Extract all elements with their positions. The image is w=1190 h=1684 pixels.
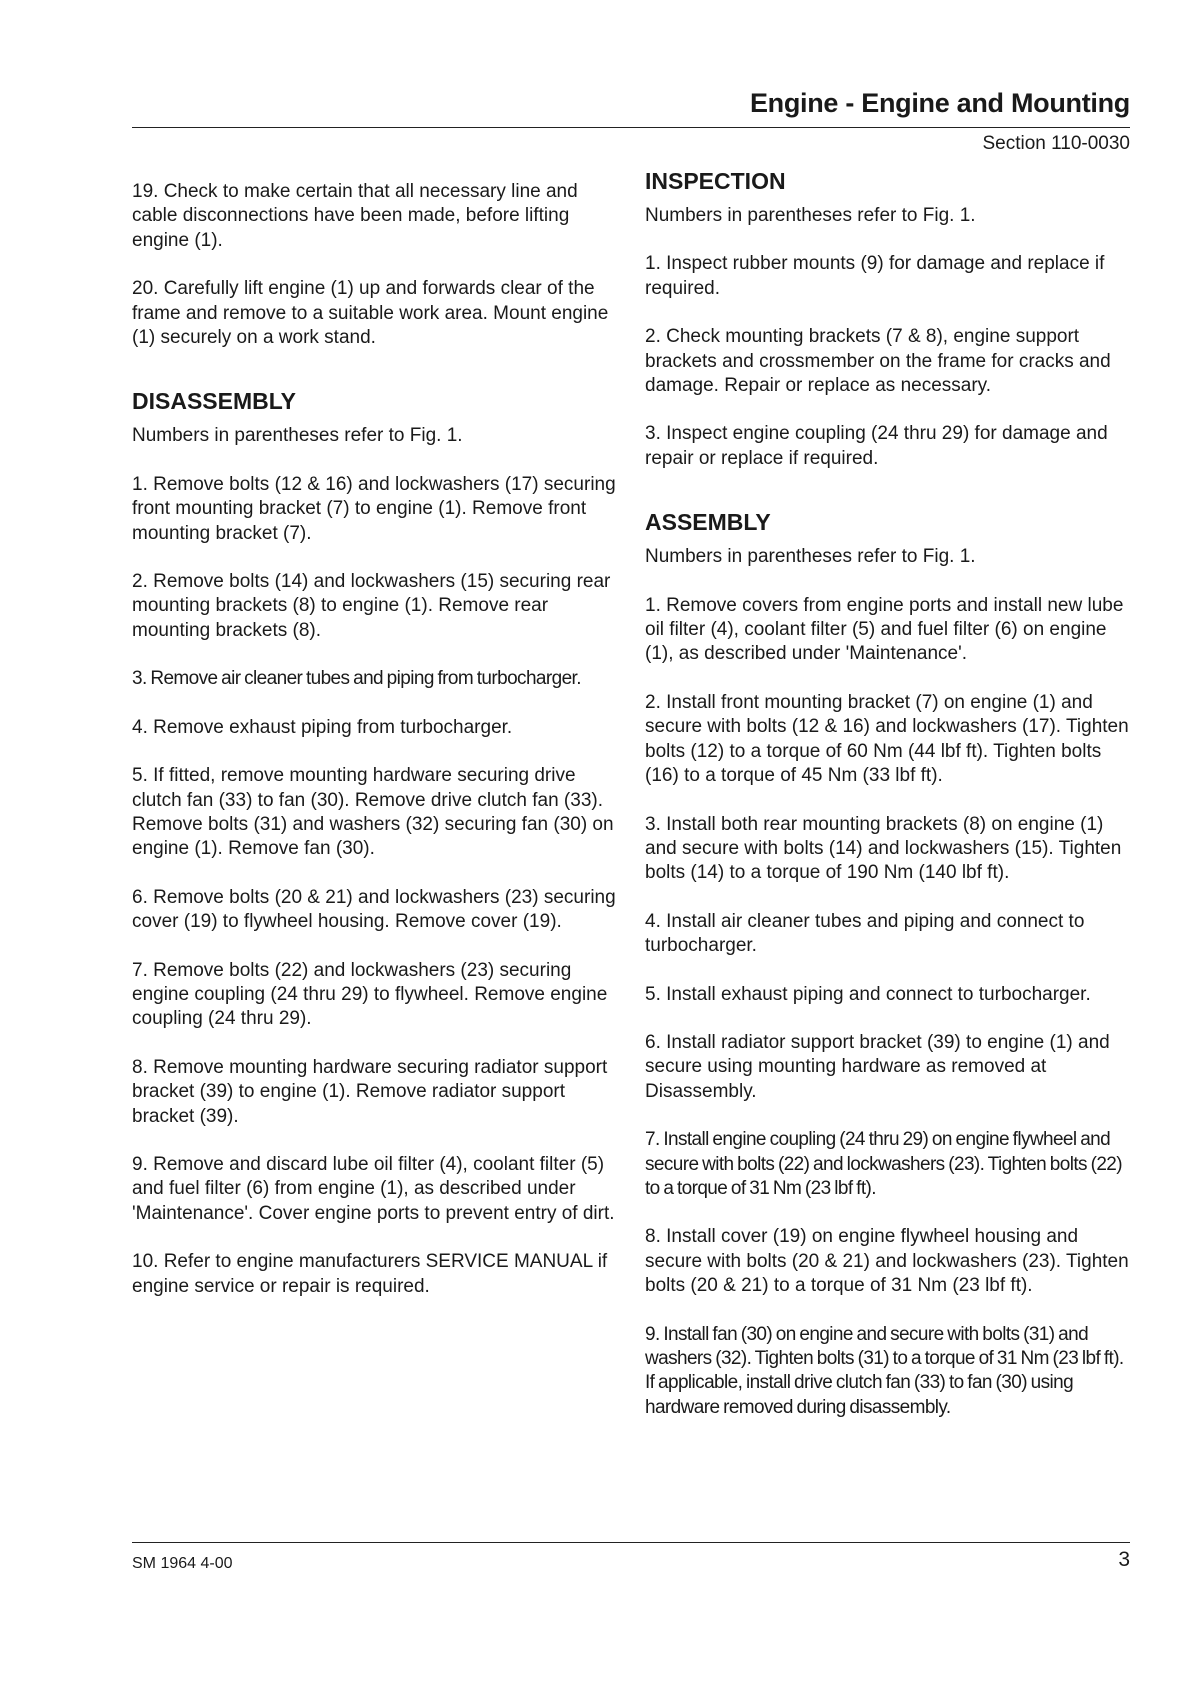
figure-reference-note: Numbers in parentheses refer to Fig. 1. <box>132 425 463 447</box>
disassembly-step: 2. Remove bolts (14) and lockwashers (15) securing rear mounting brackets (8) to engine (1). Remove rear mounting brackets (8). <box>132 571 611 641</box>
disassembly-step: 7. Remove bolts (22) and lockwashers (23) securing engine coupling (24 thru 29) to flywheel. Remove engine coupling (24 thru 29). <box>132 959 608 1030</box>
figure-reference-note: Numbers in parentheses refer to Fig. 1. <box>645 546 976 568</box>
disassembly-step: 4. Remove exhaust piping from turbocharger. <box>132 716 513 738</box>
footer-divider <box>132 1542 1130 1543</box>
inspection-heading: INSPECTION <box>645 168 786 194</box>
assembly-step: 5. Install exhaust piping and connect to turbocharger. <box>645 983 1091 1005</box>
disassembly-step: 10. Refer to engine manufacturers SERVICE MANUAL if engine service or repair is required. <box>132 1251 608 1297</box>
assembly-step: 4. Install air cleaner tubes and piping and connect to turbocharger. <box>645 910 1085 957</box>
disassembly-step: 9. Remove and discard lube oil filter (4), coolant filter (5) and fuel filter (6) from engine (1), as described under 'Maintenance'. Cover engine ports to prevent entry of dirt. <box>132 1153 615 1224</box>
assembly-step: 3. Install both rear mounting brackets (8) on engine (1) and secure with bolts (14) and lockwashers (15). Tighten bolts (14) to a torque of 190 Nm (140 lbf ft). <box>645 813 1122 884</box>
header-divider <box>132 127 1130 128</box>
figure-reference-note: Numbers in parentheses refer to Fig. 1. <box>645 205 976 226</box>
document-code: SM 1964 4-00 <box>132 1555 233 1572</box>
assembly-step: 7. Install engine coupling (24 thru 29) on engine flywheel and secure with bolts (22) and lockwashers (23). Tighten bolts (22) to a torque of 31 Nm (23 lbf ft). <box>645 1129 1122 1199</box>
disassembly-step: 1. Remove bolts (12 & 16) and lockwashers (17) securing front mounting bracket (7) to engine (1). Remove front mounting bracket (7). <box>132 473 616 544</box>
assembly-step: 1. Remove covers from engine ports and install new lube oil filter (4), coolant filter (5) and fuel filter (6) on engine (1), as described under 'Maintenance'. <box>645 594 1124 665</box>
inspection-step: 2. Check mounting brackets (7 & 8), engine support brackets and crossmember on the frame for cracks and damage. Repair or replace as necessary. <box>645 326 1111 397</box>
assembly-step: 9. Install fan (30) on engine and secure with bolts (31) and washers (32). Tighten bolts (31) to a torque of 31 Nm (23 lbf ft). If applicable, install drive clutch fan (33) to fan (30) using hardware removed during disassembly. <box>645 1323 1124 1418</box>
procedure-step: 20. Carefully lift engine (1) up and forwards clear of the frame and remove to a suitable work area. Mount engine (1) securely on a work stand. <box>132 278 609 349</box>
section-reference: Section 110-0030 <box>982 133 1130 154</box>
inspection-step: 3. Inspect engine coupling (24 thru 29) for damage and repair or replace if required. <box>645 423 1108 469</box>
disassembly-heading: DISASSEMBLY <box>132 388 297 415</box>
disassembly-step: 3. Remove air cleaner tubes and piping from turbocharger. <box>132 668 581 690</box>
disassembly-step: 6. Remove bolts (20 & 21) and lockwashers (23) securing cover (19) to flywheel housing. Remove cover (19). <box>132 886 616 933</box>
disassembly-step: 5. If fitted, remove mounting hardware securing drive clutch fan (33) to fan (30). Remove drive clutch fan (33). Remove bolts (31) and washers (32) securing fan (30) on engine (1). Remove fan (30). <box>132 765 614 860</box>
page-number: 3 <box>1118 1548 1130 1571</box>
assembly-step: 6. Install radiator support bracket (39) to engine (1) and secure using mounting hardware as removed at Disassembly. <box>645 1031 1110 1102</box>
assembly-heading: ASSEMBLY <box>645 509 771 536</box>
assembly-step: 8. Install cover (19) on engine flywheel housing and secure with bolts (20 & 21) and lockwashers (23). Tighten bolts (20 & 21) to a torque of 31 Nm (23 lbf ft). <box>645 1226 1129 1297</box>
inspection-step: 1. Inspect rubber mounts (9) for damage and replace if required. <box>645 253 1105 299</box>
assembly-step: 2. Install front mounting bracket (7) on engine (1) and secure with bolts (12 & 16) and lockwashers (17). Tighten bolts (12) to a torque of 60 Nm (44 lbf ft). Tighten bolts (16) to a torque of 45 Nm (33 lbf ft). <box>645 691 1129 787</box>
procedure-step: 19. Check to make certain that all necessary line and cable disconnections have been made, before lifting engine (1). <box>132 181 578 251</box>
right-column <box>645 166 1135 1444</box>
left-column <box>132 180 622 1323</box>
page-title: Engine - Engine and Mounting <box>749 88 1130 118</box>
disassembly-step: 8. Remove mounting hardware securing radiator support bracket (39) to engine (1). Remove radiator support bracket (39). <box>132 1056 608 1127</box>
